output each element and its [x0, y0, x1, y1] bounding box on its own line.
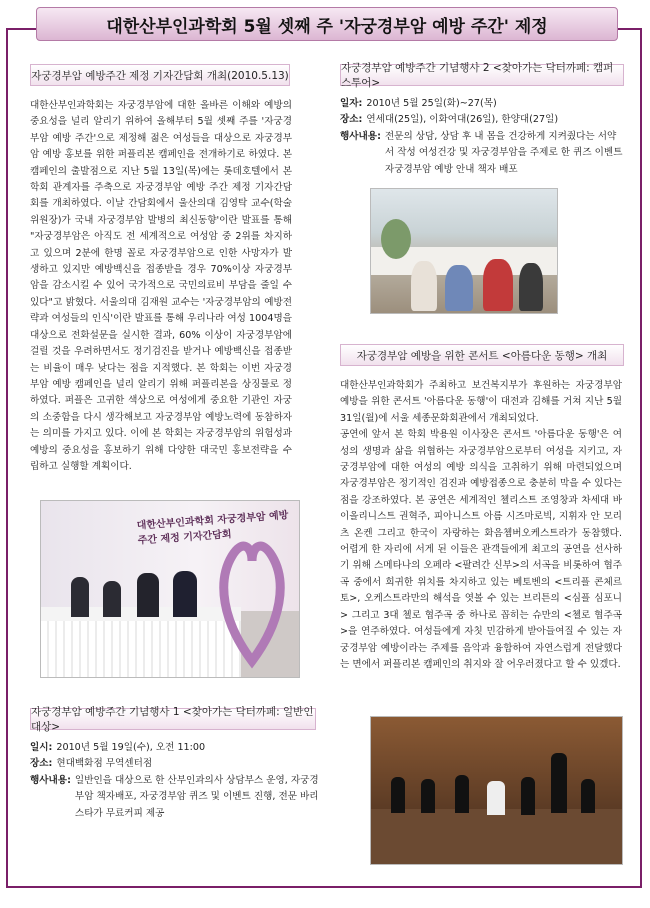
- person-figure: [445, 265, 473, 311]
- concert-paragraph: 공연에 앞서 본 학회 박용원 이사장은 콘서트 '아름다운 동행'은 여성의 생명과 삶을 위협하는 자궁경부암으로부터 여성을 지키고, 자궁경부암에 대한 여성의 예방 의식을 고취하기 위해 마련되었으며 자궁경부암은 정기적인 검진과 예방접종으로 충분히 막을 수 있다는 점을 강조하였다. 본 공연은 세계적인 첼리스트 조영창과 차세대 바이올리니스트 권혁주, 피아니스트 아름 시즈마로빅, 지휘자 안 모리츠 온켄 그리고 한국이 자랑하는 화음쳄버오케스트라가 동참했다. 어렵게 한 자리에 서게 된 이들은 관객들에게 최고의 공연을 선사하기 위해 스메타나의 오페라 <팔려간 신부>의 서곡을 비롯하여 협주곡 중에서 희귀한 위치를 차지하고 있는 베토벤의 <트리플 콘체르토>, 오케스트라만의 해석을 엿볼 수 있는 브리튼의 <심플 심포니> 그리고 3대 첼로 협주곡 중 하나로 꼽히는 슈만의 <첼로 협주곡>을 연주하였다. 여성들에게 자칫 민감하게 받아들여질 수 있는 자궁경부암 예방이라는 주제를 음악과 융합하여 자연스럽게 전달했다는 면에서 퍼플리본 캠페인의 취지와 잘 어우러졌다고 할 수 있겠다.: [340, 429, 622, 670]
- event2-row-content: 행사내용: 전문의 상담, 상담 후 내 몸을 건강하게 지켜줬다는 서약서 작성 여성건강 및 자궁경부암을 주제로 한 퀴즈 이벤트 자궁경부암 예방 안내 책자 배포: [340, 130, 623, 175]
- event2-row-date: 일자: 2010년 5월 25일(화)~27(목): [340, 98, 497, 109]
- musician-figure: [487, 781, 505, 815]
- article1-heading: 자궁경부암 예방주간 제정 기자간담회 개최(2010.5.13): [30, 64, 290, 86]
- conductor-figure: [551, 753, 567, 813]
- person-figure: [71, 577, 89, 617]
- photo-tablecloth: [41, 621, 241, 677]
- tree-shape: [381, 219, 411, 259]
- person-figure: [103, 581, 121, 617]
- musician-figure: [391, 777, 405, 813]
- event2-heading: 자궁경부암 예방주간 기념행사 2 <찾아가는 닥터까페: 캠퍼스투어>: [340, 64, 624, 86]
- event1-row-content: 행사내용: 일반인을 대상으로 한 산부인과의사 상담부스 운영, 자궁경부암 책자배포, 자궁경부암 퀴즈 및 이벤트 진행, 전문 바리스타가 무료커피 제공: [30, 774, 319, 819]
- musician-figure: [581, 779, 595, 813]
- person-figure: [173, 571, 197, 617]
- concert-body: [340, 378, 622, 673]
- article1-body: [30, 98, 292, 475]
- article1-paragraph: 대한산부인과학회는 자궁경부암에 대한 올바른 이해와 예방의 중요성을 널리 알리기 위하여 올해부터 5월 셋째 주를 '자궁경부암 예방 주간'으로 제정해 젊은 여성들을 대상으로 자궁경부암 예방 홍보를 위한 퍼플리본 캠페인을 전개하기로 하였다. 본 캠페인의 출발점으로 지난 5월 13일(목)에는 롯데호텔에서 본 학회 관계자를 주축으로 자궁경부암 예방 주간 제정 기자간담회를 개최하였다. 이날 간담회에서 울산의대 김영탁 교수(학술위원장)가 국내 자궁경부암 발병의 최신동향'이란 발표를 통해 "자궁경부암은 아직도 전 세계적으로 여성암 중 2위를 차지하고 있으며 2분에 한명 꼴로 자궁경부암으로 인한 사망자가 발생하고 있지만 예방백신을 접종받을 경우 70%이상 자궁경부암을 감소시킬 수 있어 국가적으로 국민의료비 부담을 줄일 수 있다"고 밝혔다. 서울의대 김재원 교수는 '자궁경부암의 예방전략과 여성들의 인식'이란 발표를 통해 우리나라 여성 1004명을 대상으로 전화설문을 실시한 결과, 60% 이상이 자궁경부암에 걸릴 것을 우려하면서도 정기검진을 받거나 예방백신을 접종받는 비율이 매우 낮다는 점을 지적했다. 본 학회는 이번 자궁경부암 예방 캠페인을 널리 알리기 위해 퍼플리본을 상징물로 정하였다. 퍼플은 고귀한 색상으로 여성에게 중요한 기관인 자궁의 소중함을 다시 생각해보고 자궁경부암 예방노력에 동참하자는 의미를 가지고 있다. 이에 본 학회는 자궁경부암의 위험성과 예방의 중요성을 홍보하기 위해 다양한 대국민 홍보전략을 수립하고 실행할 계획이다.: [30, 100, 292, 472]
- musician-figure: [455, 775, 469, 813]
- event1-info: [30, 740, 320, 822]
- press-conference-photo: [40, 500, 300, 678]
- person-figure: [137, 573, 159, 617]
- person-figure: [519, 263, 543, 311]
- concert-paragraph: 대한산부인과학회가 주최하고 보건복지부가 후원하는 자궁경부암 예방을 위한 콘서트 '아름다운 동행'이 대전과 김해를 거쳐 지난 5월 31일(월)에 서울 세종문화회관에서 개최되었다.: [340, 380, 622, 424]
- event2-info: [340, 96, 624, 178]
- purple-ribbon-heart-icon: [217, 521, 287, 671]
- campus-booth-photo: [370, 188, 558, 314]
- musician-figure: [421, 779, 435, 813]
- event1-row-place: 장소: 현대백화점 무역센터점: [30, 758, 153, 770]
- concert-heading: 자궁경부암 예방을 위한 콘서트 <아름다운 동행> 개최: [340, 344, 624, 366]
- person-figure: [411, 261, 437, 311]
- person-figure: [483, 259, 513, 311]
- event1-heading: 자궁경부암 예방주간 기념행사 1 <찾아가는 닥터까페: 일반인 대상>: [30, 708, 316, 730]
- photo-banner-text: 대한산부인과학회 자궁경부암 예방 주간 제정 기자간담회: [136, 510, 289, 547]
- page-title-banner: [36, 7, 618, 41]
- photo-stage: [371, 809, 622, 864]
- event2-row-place: 장소: 연세대(25일), 이화여대(26일), 한양대(27일): [340, 114, 559, 126]
- musician-figure: [521, 777, 535, 815]
- event1-row-date: 일시: 2010년 5월 19일(수), 오전 11:00: [30, 742, 206, 753]
- page-title: 대한산부인과학회 5월 셋째 주 '자궁경부암 예방 주간' 제정: [106, 16, 548, 37]
- concert-photo: [370, 716, 623, 865]
